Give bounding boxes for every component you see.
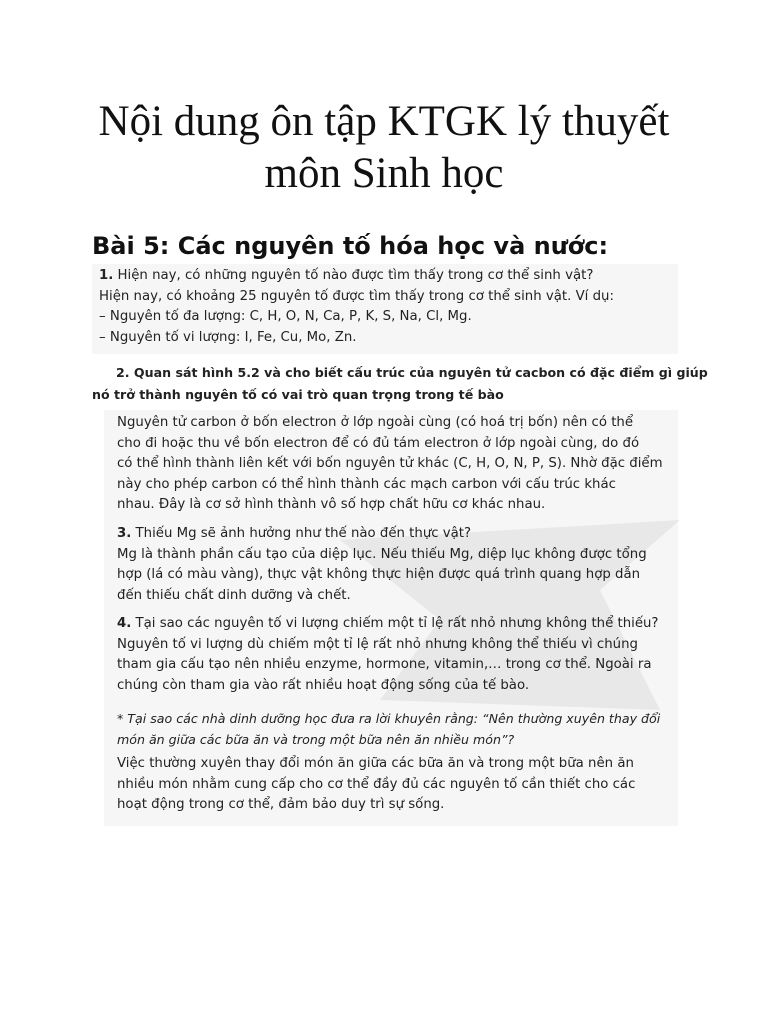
answer-2-line: Nguyên tử carbon ở bốn electron ở lớp ngoài cùng (có hoá trị bốn) nên có thể: [117, 415, 634, 430]
answer-5-line: nhiều món nhằm cung cấp cho cơ thể đầy đủ các nguyên tố cần thiết cho các: [117, 776, 636, 792]
title-line-1: Nội dung ôn tập KTGK lý thuyết: [98, 98, 670, 145]
answer-4-line: chúng còn tham gia vào rất nhiều hoạt động sống của tế bào.: [117, 677, 530, 693]
question-1-text: Hiện nay, có những nguyên tố nào được tìm thấy trong cơ thể sinh vật?: [113, 268, 594, 283]
question-4-number: 4.: [117, 616, 132, 631]
answer-4-line: tham gia cấu tạo nên nhiều enzyme, hormone, vitamin,… trong cơ thể. Ngoài ra: [117, 657, 652, 672]
question-5-line: món ăn giữa các bữa ăn và trong một bữa nên ăn nhiều món”?: [117, 731, 515, 747]
title-line-2: môn Sinh học: [264, 150, 504, 197]
question-3-number: 3.: [117, 526, 132, 541]
section-heading: Bài 5: Các nguyên tố hóa học và nước:: [92, 232, 609, 260]
question-4: [117, 614, 659, 635]
answer-5-line: hoạt động trong cơ thể, đảm bảo duy trì sự sống.: [117, 797, 445, 812]
question-5-block: [117, 709, 660, 750]
question-2-line: 2. Quan sát hình 5.2 và cho biết cấu trúc của nguyên tử cacbon có đặc điểm gì giúp: [116, 365, 708, 380]
page-title: [40, 96, 728, 200]
answer-3-line: Mg là thành phần cấu tạo của diệp lục. Nếu thiếu Mg, diệp lục không được tổng: [117, 546, 647, 562]
answer-1-line: – Nguyên tố đa lượng: C, H, O, N, Ca, P, K, S, Na, Cl, Mg.: [99, 309, 472, 324]
question-4-block: [117, 614, 659, 696]
answer-2-line: nhau. Đây là cơ sở hình thành vô số hợp chất hữu cơ khác nhau.: [117, 497, 546, 512]
question-3: [117, 524, 647, 545]
answer-3-line: đến thiếu chất dinh dưỡng và chết.: [117, 587, 351, 603]
question-1-number: 1.: [99, 268, 114, 283]
answer-1-line: – Nguyên tố vi lượng: I, Fe, Cu, Mo, Zn.: [99, 329, 357, 345]
answer-4-line: Nguyên tố vi lượng dù chiếm một tỉ lệ rất nhỏ nhưng không thể thiếu vì chúng: [117, 636, 638, 652]
question-5-line: * Tại sao các nhà dinh dưỡng học đưa ra lời khuyên rằng: “Nên thường xuyên thay đổi: [117, 711, 661, 726]
answer-2-block: [117, 413, 663, 516]
answer-5-block: [117, 754, 635, 816]
question-4-text: Tại sao các nguyên tố vi lượng chiếm một tỉ lệ rất nhỏ nhưng không thể thiếu?: [131, 616, 659, 631]
question-3-block: [117, 524, 647, 606]
question-2-block: [92, 362, 708, 406]
answer-1-line: Hiện nay, có khoảng 25 nguyên tố được tìm thấy trong cơ thể sinh vật. Ví dụ:: [99, 288, 614, 304]
question-1: [99, 266, 614, 287]
question-2-line: nó trở thành nguyên tố có vai trò quan trọng trong tế bào: [92, 387, 504, 402]
question-1-block: [99, 266, 614, 348]
answer-3-line: hợp (lá có màu vàng), thực vật không thực hiện được quá trình quang hợp dẫn: [117, 567, 641, 582]
question-3-text: Thiếu Mg sẽ ảnh hưởng như thế nào đến thực vật?: [131, 526, 472, 541]
answer-2-line: cho đi hoặc thu về bốn electron để có đủ tám electron ở lớp ngoài cùng, do đó: [117, 435, 640, 451]
answer-2-line: có thể hình thành liên kết với bốn nguyên tử khác (C, H, O, N, P, S). Nhờ đặc điểm: [117, 456, 663, 471]
answer-5-line: Việc thường xuyên thay đổi món ăn giữa các bữa ăn và trong một bữa nên ăn: [117, 756, 634, 771]
answer-2-line: này cho phép carbon có thể hình thành các mạch carbon với cấu trúc khác: [117, 476, 616, 492]
